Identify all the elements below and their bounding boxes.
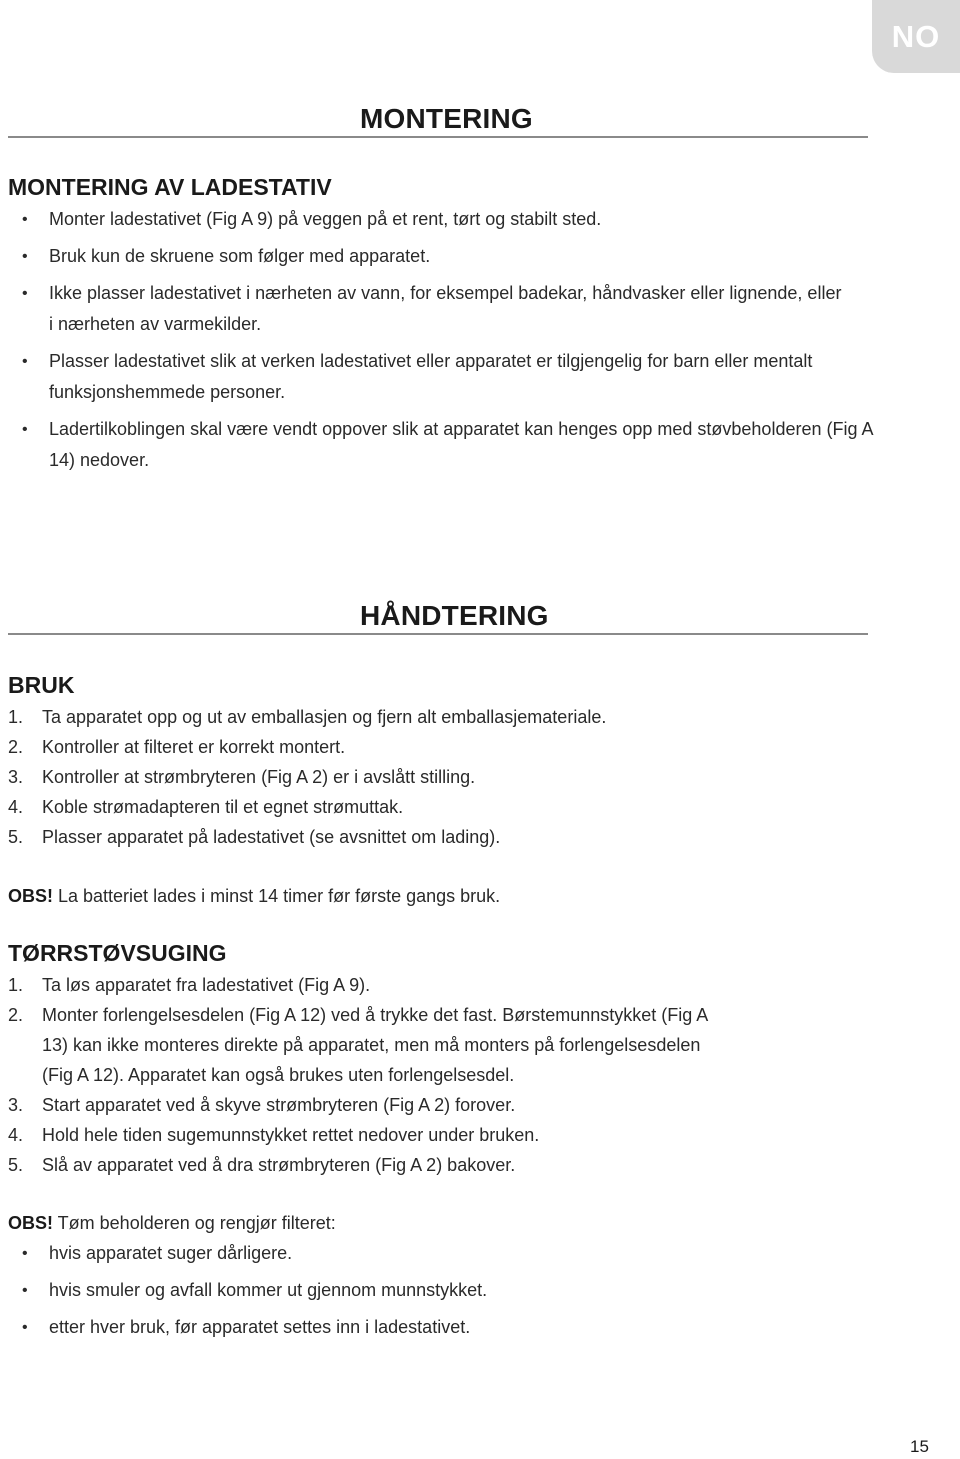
- step-number: 5.: [8, 827, 24, 847]
- step-number: 4.: [8, 797, 24, 817]
- step-number: 1.: [8, 707, 24, 727]
- subheading-torrstovsuging: TØRRSTØVSUGING: [8, 940, 227, 966]
- step-text: Start apparatet ved å skyve strømbryteren (Fig A 2) forover.: [42, 1095, 516, 1115]
- section-title-text: HÅNDTERING: [360, 600, 549, 631]
- torrstovsuging-steps-list: [8, 970, 728, 1180]
- subheading-montering-av-ladestativ: MONTERING AV LADESTATIV: [8, 174, 332, 200]
- list-item: [8, 762, 878, 792]
- list-item: [8, 792, 878, 822]
- step-number: 1.: [8, 975, 24, 995]
- step-text: Plasser apparatet på ladestativet (se avsnittet om lading).: [42, 827, 501, 847]
- list-item: • Bruk kun de skruene som følger med apparatet.: [8, 241, 878, 272]
- subheading-bruk: BRUK: [8, 672, 75, 698]
- section-title-text: MONTERING: [360, 103, 533, 134]
- section-title-handtering: [8, 599, 868, 635]
- note-text: La batteriet lades i minst 14 timer før første gangs bruk.: [53, 886, 501, 906]
- step-number: 3.: [8, 1095, 24, 1115]
- step-text: Ta apparatet opp og ut av emballasjen og fjern alt emballasjemateriale.: [42, 707, 607, 727]
- list-item: [8, 702, 878, 732]
- list-item: [8, 1150, 728, 1180]
- section-title-montering: [8, 102, 868, 138]
- step-text: Slå av apparatet ved å dra strømbryteren (Fig A 2) bakover.: [42, 1155, 516, 1175]
- torrstovsuging-bullet-list: [8, 1238, 878, 1349]
- list-item: • hvis apparatet suger dårligere.: [8, 1238, 878, 1269]
- list-item: [8, 1090, 728, 1120]
- step-text: Koble strømadapteren til et egnet strømuttak.: [42, 797, 404, 817]
- note-label: OBS!: [8, 886, 53, 906]
- language-tab: NO: [872, 0, 960, 73]
- list-item: [8, 822, 878, 852]
- note-text: Tøm beholderen og rengjør filteret:: [53, 1213, 336, 1233]
- torrstovsuging-note: [8, 1208, 336, 1238]
- step-text: Monter forlengelsesdelen (Fig A 12) ved å trykke det fast. Børstemunnstykket (Fig A 13) kan ikke monteres direkte på apparatet, men må monters på forlengelsesdelen (Fig A 12). Apparatet kan også brukes uten forlengelsesdel.: [42, 1005, 708, 1085]
- step-text: Kontroller at strømbryteren (Fig A 2) er i avslått stilling.: [42, 767, 476, 787]
- step-text: Hold hele tiden sugemunnstykket rettet nedover under bruken.: [42, 1125, 540, 1145]
- step-number: 3.: [8, 767, 24, 787]
- step-number: 2.: [8, 1005, 24, 1025]
- list-item: [8, 970, 728, 1000]
- list-item: [8, 732, 878, 762]
- step-text: Kontroller at filteret er korrekt montert.: [42, 737, 346, 757]
- montering-bullet-list: [8, 204, 878, 482]
- bruk-note: [8, 881, 500, 911]
- note-label: OBS!: [8, 1213, 53, 1233]
- list-item: • hvis smuler og avfall kommer ut gjennom munnstykket.: [8, 1275, 878, 1306]
- list-item: • Ladertilkoblingen skal være vendt oppover slik at apparatet kan henges opp med støvbeholderen (Fig A 14) nedover.: [8, 414, 878, 476]
- list-item: [8, 1120, 728, 1150]
- list-item: • Monter ladestativet (Fig A 9) på veggen på et rent, tørt og stabilt sted.: [8, 204, 878, 235]
- list-item: • Plasser ladestativet slik at verken ladestativet eller apparatet er tilgjengelig for barn eller mentalt funksjonshemmede personer.: [8, 346, 878, 408]
- step-number: 2.: [8, 737, 24, 757]
- page-number: 15: [910, 1437, 929, 1456]
- list-item: [8, 1000, 728, 1090]
- list-item: • Ikke plasser ladestativet i nærheten av vann, for eksempel badekar, håndvasker eller lignende, eller i nærheten av varmekilder.: [8, 278, 849, 340]
- step-number: 4.: [8, 1125, 24, 1145]
- bruk-steps-list: [8, 702, 878, 852]
- list-item: • etter hver bruk, før apparatet settes inn i ladestativet.: [8, 1312, 878, 1343]
- step-text: Ta løs apparatet fra ladestativet (Fig A 9).: [42, 975, 371, 995]
- step-number: 5.: [8, 1155, 24, 1175]
